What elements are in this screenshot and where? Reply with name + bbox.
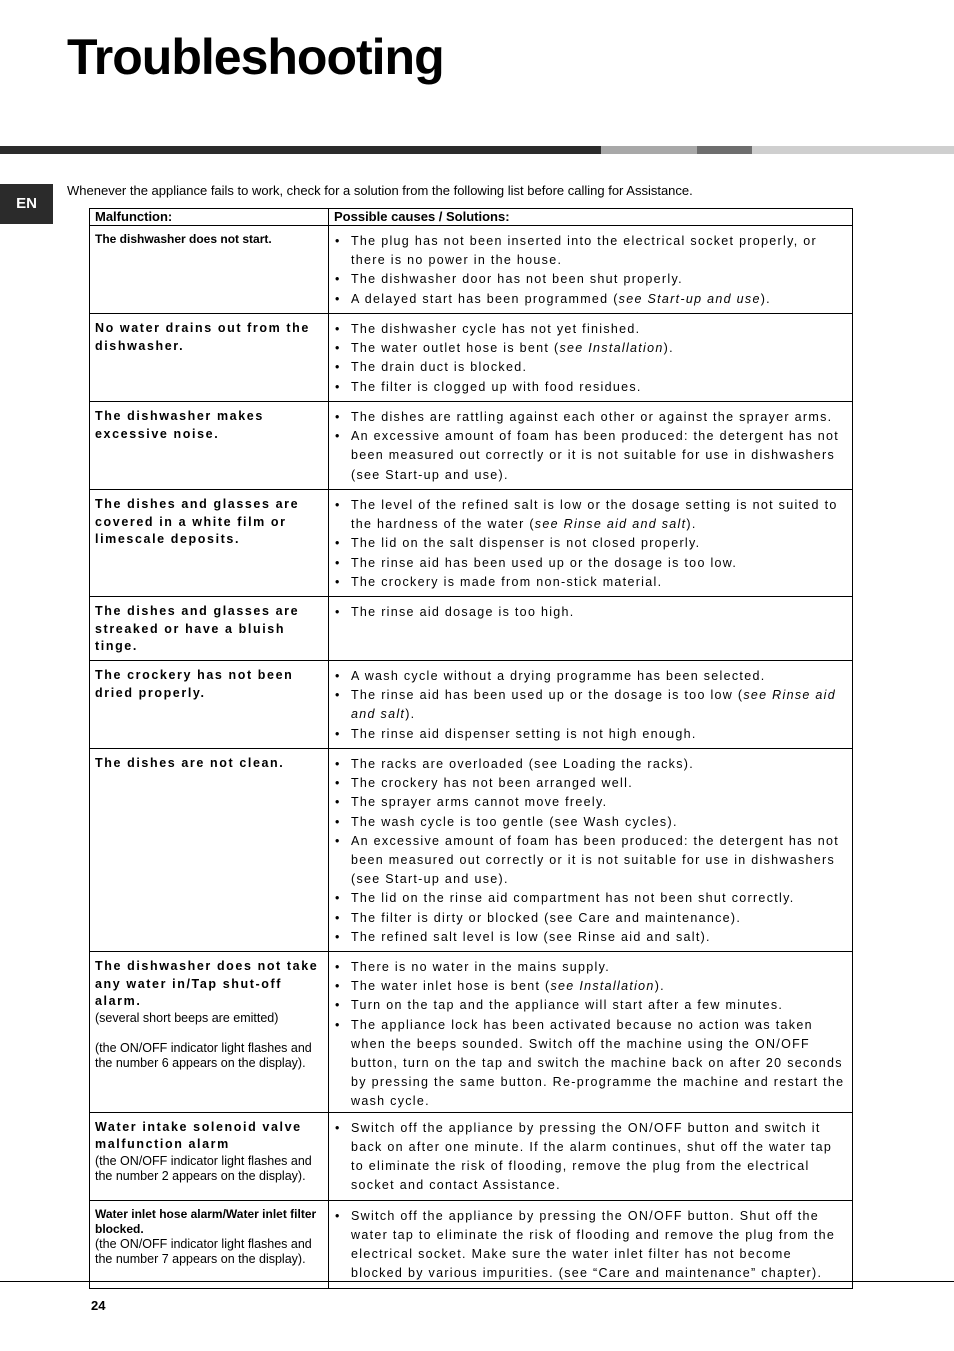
- solutions-list: [334, 1207, 846, 1284]
- solution-item: [334, 554, 846, 573]
- solution-text: Switch off the appliance by pressing the ON/OFF button and switch it back on after one minute. If the alarm continues, shut off the water tap to eliminate the risk of flooding, remove the plug from the electrical socket and contact Assistance.: [351, 1120, 833, 1193]
- solution-item: [334, 320, 846, 339]
- malfunction-cell: [90, 490, 329, 597]
- solution-text: The appliance lock has been activated because no action was taken when the beeps sounded. Switch off the machine using the ON/OFF button, turn on the tap and switch the machine back on after 20 seconds by pressing the same button. Re-programme the machine and restart the wash cycle.: [351, 1017, 845, 1109]
- malfunction-cell: [90, 226, 329, 314]
- table-row: [90, 661, 853, 749]
- solution-item: [334, 686, 846, 724]
- malfunction-cell: [90, 952, 329, 1113]
- solution-item: [334, 813, 846, 832]
- malfunction-text: No water drains out from the dishwasher.: [95, 321, 310, 353]
- malfunction-cell: [90, 314, 329, 402]
- troubleshooting-table: [89, 208, 853, 1289]
- table-row: [90, 314, 853, 402]
- malfunction-cell: [90, 1200, 329, 1288]
- solutions-cell: [329, 314, 853, 402]
- solution-text: The sprayer arms cannot move freely.: [351, 795, 608, 810]
- malfunction-cell: [90, 597, 329, 661]
- solutions-list: [334, 232, 846, 309]
- solution-item: [334, 339, 846, 358]
- solutions-cell: [329, 226, 853, 314]
- solution-text: The water inlet hose is bent (: [351, 979, 551, 994]
- solution-text: Switch off the appliance by pressing the ON/OFF button. Shut off the water tap to eliminate the risk of flooding and remove the plug from the electrical socket. Make sure the water inlet filter has not become blocked by various impurities. (see “Care and maintenance” chapter).: [351, 1208, 836, 1281]
- header-bar-dark: [0, 146, 601, 154]
- malfunction-text: Water inlet hose alarm/Water inlet filter blocked.: [95, 1206, 317, 1236]
- solution-item: [334, 928, 846, 947]
- solutions-list: [334, 958, 846, 1112]
- malfunction-text: The dishwasher does not start.: [95, 232, 272, 246]
- solution-item: [334, 358, 846, 377]
- solution-text: ).: [686, 517, 697, 532]
- header-solutions: Possible causes / Solutions:: [329, 209, 853, 226]
- solution-item: [334, 378, 846, 397]
- solutions-list: [334, 1119, 846, 1196]
- solution-text: The crockery is made from non-stick material.: [351, 574, 663, 589]
- table-header-row: [90, 209, 853, 226]
- solution-text: There is no water in the mains supply.: [351, 960, 610, 974]
- solutions-list: [334, 603, 846, 622]
- solution-item: [334, 427, 846, 485]
- solution-text: The rinse aid has been used up or the dosage is too low.: [351, 555, 738, 570]
- solution-item: [334, 832, 846, 890]
- malfunction-text: The dishes and glasses are covered in a white film or limescale deposits.: [95, 497, 300, 546]
- solution-reference: see Installation: [550, 979, 655, 994]
- malfunction-text: The dishwasher does not take any water in/Tap shut-off alarm.: [95, 959, 319, 1008]
- solution-item: [334, 1207, 846, 1284]
- malfunction-cell: [90, 402, 329, 490]
- solution-text: The rinse aid dosage is too high.: [351, 605, 575, 619]
- solution-text: ).: [760, 291, 771, 306]
- table-row: [90, 952, 853, 1113]
- solutions-list: [334, 496, 846, 592]
- solutions-cell: [329, 490, 853, 597]
- solution-text: An excessive amount of foam has been produced: the detergent has not been measured out correctly or it is not suitable for use in dishwashers (see Start-up and use).: [351, 429, 839, 482]
- table-row: [90, 402, 853, 490]
- solution-item: [334, 774, 846, 793]
- solution-text: The wash cycle is too gentle (see Wash cycles).: [351, 814, 678, 829]
- page-title: Troubleshooting: [67, 29, 444, 85]
- solution-text: The level of the refined salt is low or the dosage setting is not suited to the hardness of the water (: [351, 498, 838, 532]
- solution-item: [334, 996, 846, 1015]
- malfunction-note: (the ON/OFF indicator light flashes and the number 7 appears on the display).: [95, 1236, 312, 1266]
- solution-text: The drain duct is blocked.: [351, 360, 528, 375]
- solution-item: [334, 793, 846, 812]
- malfunction-cell: [90, 749, 329, 952]
- solution-item: [334, 232, 846, 270]
- page-number: 24: [91, 1298, 106, 1313]
- table-row: [90, 1112, 853, 1200]
- solution-item: [334, 977, 846, 996]
- solution-text: An excessive amount of foam has been produced: the detergent has not been measured out correctly or it is not suitable for use in dishwashers (see Start-up and use).: [351, 833, 839, 887]
- table-row: [90, 749, 853, 952]
- header-bar-mid: [697, 146, 752, 154]
- header-bar-light: [601, 146, 697, 154]
- malfunction-note: (several short beeps are emitted) (the ON/OFF indicator light flashes and the number 6 appears on the display).: [95, 1010, 312, 1070]
- malfunction-note: (the ON/OFF indicator light flashes and the number 2 appears on the display).: [95, 1153, 312, 1183]
- malfunction-text: The dishes are not clean.: [95, 756, 285, 770]
- solutions-cell: [329, 597, 853, 661]
- solution-item: [334, 270, 846, 289]
- solutions-cell: [329, 952, 853, 1113]
- solutions-cell: [329, 402, 853, 490]
- solutions-cell: [329, 1112, 853, 1200]
- solution-item: [334, 958, 846, 977]
- solution-text: ).: [663, 341, 674, 356]
- table-row: [90, 226, 853, 314]
- solution-item: [334, 889, 846, 908]
- solution-text: ).: [654, 979, 665, 994]
- solution-text: The dishwasher cycle has not yet finished.: [351, 322, 641, 336]
- solution-reference: see Rinse aid and salt: [351, 688, 836, 722]
- solution-text: A delayed start has been programmed (: [351, 291, 619, 306]
- solution-text: The refined salt level is low (see Rinse aid and salt).: [351, 929, 711, 944]
- malfunction-text: Water intake solenoid valve malfunction alarm: [95, 1119, 302, 1152]
- solution-text: The filter is dirty or blocked (see Care and maintenance).: [351, 910, 742, 925]
- solution-text: The racks are overloaded (see Loading the racks).: [351, 757, 695, 771]
- solution-text: The rinse aid has been used up or the dosage is too low (: [351, 688, 744, 703]
- solution-item: [334, 1119, 846, 1196]
- solutions-list: [334, 667, 846, 744]
- header-malfunction: Malfunction:: [90, 209, 329, 226]
- solution-item: [334, 725, 846, 744]
- solution-item: [334, 408, 846, 427]
- solution-item: [334, 534, 846, 553]
- solutions-list: [334, 408, 846, 485]
- solution-item: [334, 909, 846, 928]
- solution-item: [334, 573, 846, 592]
- solution-item: [334, 1016, 846, 1112]
- solution-text: A wash cycle without a drying programme has been selected.: [351, 669, 766, 683]
- solution-text: ).: [405, 707, 416, 722]
- table-row: [90, 490, 853, 597]
- solution-text: The lid on the rinse aid compartment has not been shut correctly.: [351, 891, 795, 906]
- solutions-cell: [329, 749, 853, 952]
- malfunction-text: The dishes and glasses are streaked or have a bluish tinge.: [95, 604, 300, 653]
- solution-text: The filter is clogged up with food residues.: [351, 379, 642, 394]
- solutions-list: [334, 320, 846, 397]
- language-tab: EN: [0, 184, 53, 224]
- intro-text: Whenever the appliance fails to work, check for a solution from the following list before calling for Assistance.: [67, 183, 693, 198]
- solution-text: Turn on the tap and the appliance will start after a few minutes.: [351, 998, 784, 1013]
- solutions-cell: [329, 661, 853, 749]
- solution-text: The crockery has not been arranged well.: [351, 776, 633, 791]
- solution-item: [334, 290, 846, 309]
- solution-reference: see Installation: [559, 341, 664, 356]
- header-bar-pale: [752, 146, 954, 154]
- table-row: [90, 597, 853, 661]
- table-row: [90, 1200, 853, 1288]
- malfunction-text: The crockery has not been dried properly.: [95, 668, 294, 700]
- solution-reference: see Rinse aid and salt: [534, 517, 687, 532]
- solutions-cell: [329, 1200, 853, 1288]
- solution-item: [334, 667, 846, 686]
- malfunction-text: The dishwasher makes excessive noise.: [95, 409, 264, 441]
- solution-text: The water outlet hose is bent (: [351, 341, 560, 356]
- solution-text: The dishes are rattling against each other or against the sprayer arms.: [351, 410, 833, 424]
- solution-reference: see Start-up and use: [618, 291, 761, 306]
- solution-item: [334, 755, 846, 774]
- solution-text: The dishwasher door has not been shut properly.: [351, 272, 683, 287]
- solutions-list: [334, 755, 846, 947]
- solution-item: [334, 603, 846, 622]
- solution-text: The lid on the salt dispenser is not closed properly.: [351, 536, 701, 551]
- solution-text: The plug has not been inserted into the electrical socket properly, or there is no power in the house.: [351, 234, 817, 268]
- malfunction-cell: [90, 661, 329, 749]
- solution-text: The rinse aid dispenser setting is not high enough.: [351, 726, 697, 741]
- solution-item: [334, 496, 846, 534]
- footer-rule: [0, 1281, 954, 1282]
- malfunction-cell: [90, 1112, 329, 1200]
